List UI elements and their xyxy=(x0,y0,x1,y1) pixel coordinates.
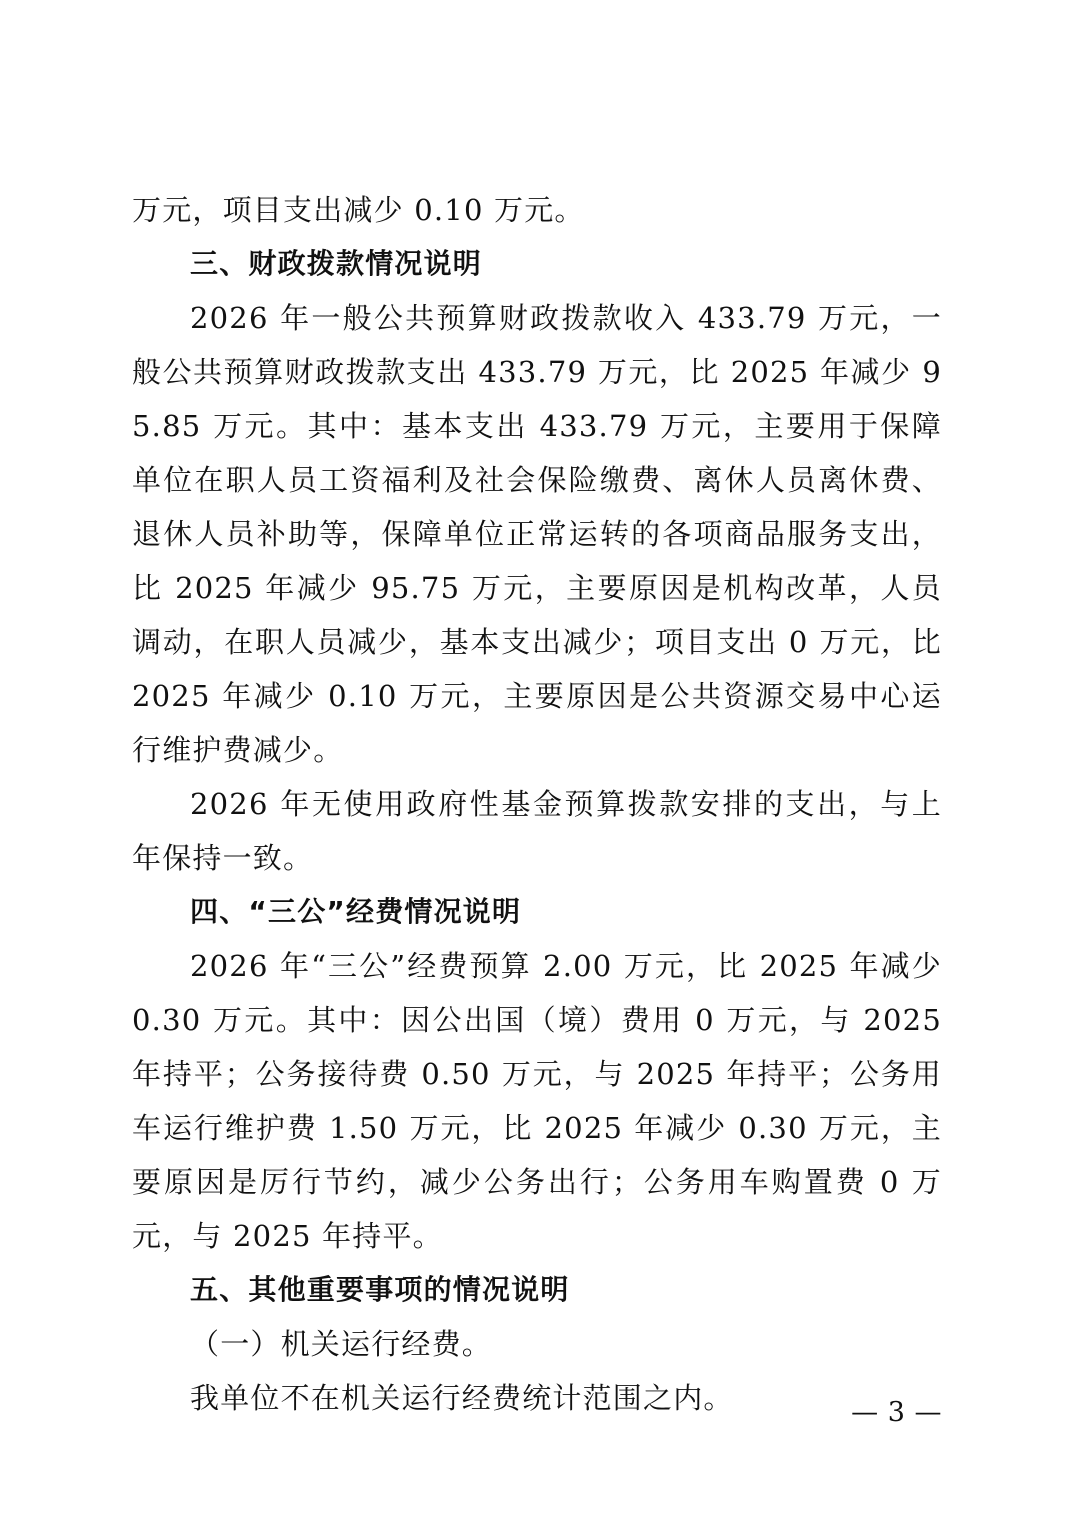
government-fund-paragraph: 2026 年无使用政府性基金预算拨款安排的支出，与上年保持一致。 xyxy=(132,787,942,875)
page-number: — 3 — xyxy=(851,1397,942,1428)
three-public-expenses-paragraph: 2026 年“三公”经费预算 2.00 万元，比 2025 年减少 0.30 万元。其中：因公出国（境）费用 0 万元，与 2025 年持平；公务接待费 0.50 万元，与 2025 年持平；公务用车运行维护费 1.50 万元，比 2025 年减少 0.30 万元，主要原因是厉行节约，减少公务出行；公务用车购置费 0 万元，与 2025 年持平。 xyxy=(132,949,942,1253)
agency-operating-expenses-subheading: （一）机关运行经费。 xyxy=(190,1327,493,1361)
section-heading-three-public-expenses: 四、“三公”经费情况说明 xyxy=(190,895,522,928)
continuation-paragraph: 万元，项目支出减少 0.10 万元。 xyxy=(132,193,585,227)
section-heading-other-matters: 五、其他重要事项的情况说明 xyxy=(190,1273,570,1306)
document-body xyxy=(132,183,942,1425)
agency-operating-expenses-paragraph: 我单位不在机关运行经费统计范围之内。 xyxy=(190,1381,734,1415)
fiscal-appropriation-paragraph: 2026 年一般公共预算财政拨款收入 433.79 万元，一般公共预算财政拨款支出 433.79 万元，比 2025 年减少 95.85 万元。其中：基本支出 433.79 万元，主要用于保障单位在职人员工资福利及社会保险缴费、离休人员离休费、退休人员补助等，保障单位正常运转的各项商品服务支出，比 2025 年减少 95.75 万元，主要原因是机构改革，人员调动，在职人员减少，基本支出减少；项目支出 0 万元，比 2025 年减少 0.10 万元，主要原因是公共资源交易中心运行维护费减少。 xyxy=(132,301,942,767)
section-heading-fiscal-appropriation: 三、财政拨款情况说明 xyxy=(190,247,483,280)
